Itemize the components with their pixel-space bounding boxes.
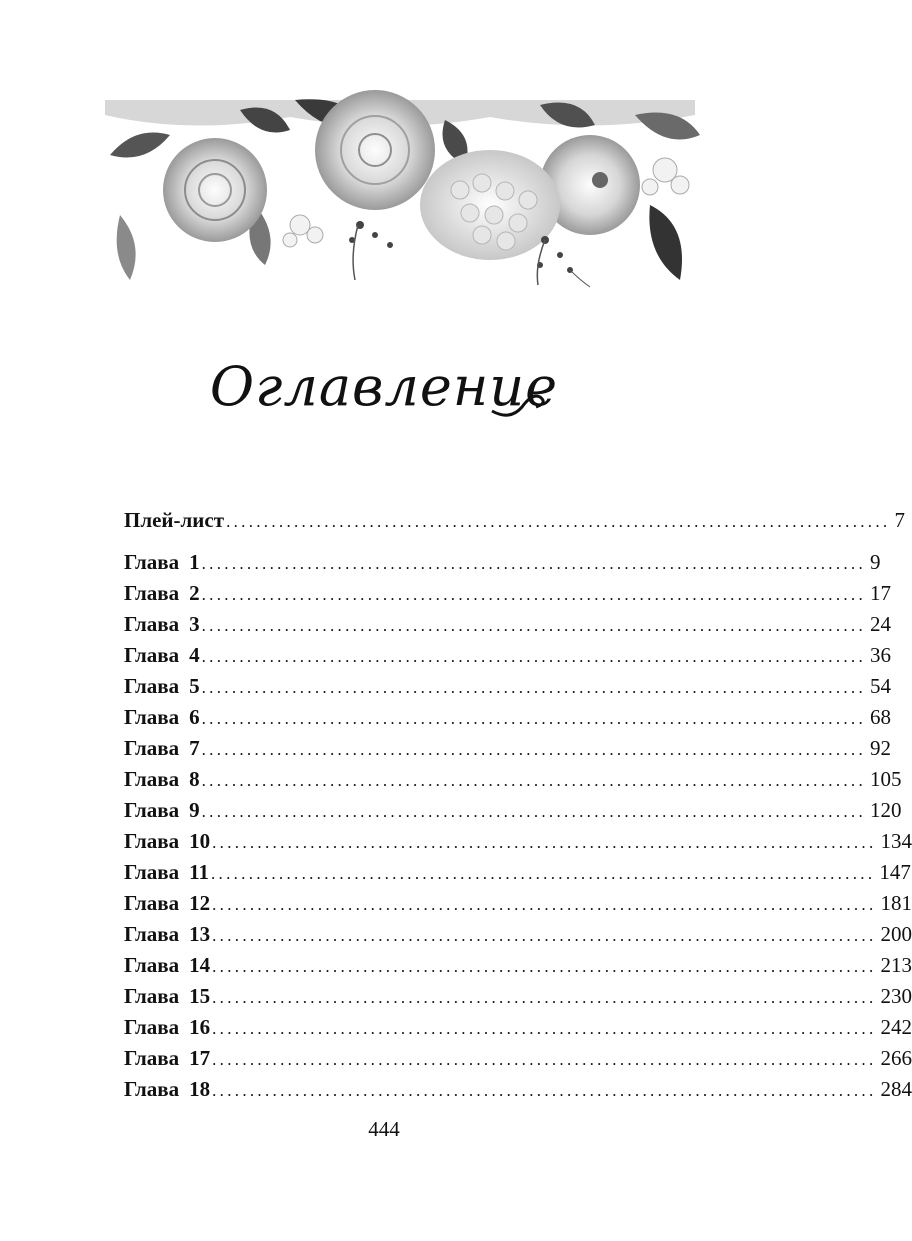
toc-row-label: Глава (124, 612, 180, 636)
toc-row-chapter-number: 8 (189, 767, 200, 791)
toc-row-chapter-number: 3 (189, 612, 200, 636)
toc-row-page: 147 (879, 860, 911, 884)
heading-flourish (492, 383, 548, 423)
toc-row-label: Глава (124, 767, 180, 791)
toc-row-chapter[interactable] (124, 609, 892, 640)
toc-row-page: 68 (870, 705, 892, 729)
toc-row-chapter-number: 16 (189, 1015, 211, 1039)
toc-row-page: 230 (880, 984, 912, 1008)
toc-row-chapter[interactable] (124, 671, 892, 702)
toc-row-chapter-number: 11 (189, 860, 209, 884)
toc-row-page: 266 (880, 1046, 912, 1070)
toc-row-label: Глава (124, 581, 180, 605)
toc-row-chapter[interactable] (124, 857, 911, 888)
toc-row-chapter-number: 1 (189, 550, 200, 574)
toc-row-chapter-number: 2 (189, 581, 200, 605)
toc-leader-dots: ........................................................................................ (201, 709, 867, 728)
toc-leader-dots: ........................................................................................ (201, 616, 867, 635)
toc-row-chapter[interactable] (124, 950, 912, 981)
toc-row-chapter[interactable] (124, 795, 902, 826)
toc-row-page: 284 (880, 1077, 912, 1101)
toc-row-chapter[interactable] (124, 547, 881, 578)
toc-row-chapter[interactable] (124, 1074, 912, 1105)
toc-leader-dots: ........................................................................................ (212, 1081, 877, 1100)
toc-row-chapter-number: 18 (189, 1077, 211, 1101)
toc-leader-dots: ........................................................................................ (226, 512, 891, 531)
toc-row-page: 36 (870, 643, 892, 667)
toc-row-chapter-number: 7 (189, 736, 200, 760)
toc-row-page: 134 (880, 829, 912, 853)
toc-playlist (124, 505, 905, 536)
toc-row-page: 105 (870, 767, 902, 791)
toc-row-chapter[interactable] (124, 733, 892, 764)
toc-leader-dots: ........................................................................................ (201, 740, 867, 759)
toc-row-label: Глава (124, 984, 180, 1008)
toc-row-chapter[interactable] (124, 888, 912, 919)
toc-row-page: 54 (870, 674, 892, 698)
toc-leader-dots: ........................................................................................ (201, 647, 867, 666)
toc-row-label: Глава (124, 953, 180, 977)
toc-row-chapter-number: 4 (189, 643, 200, 667)
toc-row-label: Глава (124, 643, 180, 667)
toc-row-chapter-number: 12 (189, 891, 211, 915)
toc-row-label: Глава (124, 550, 180, 574)
toc-row-label: Глава (124, 736, 180, 760)
toc-leader-dots: ........................................................................................ (201, 585, 867, 604)
toc-row-chapter-number: 14 (189, 953, 211, 977)
toc-leader-dots: ........................................................................................ (212, 926, 877, 945)
toc-row-chapter-number: 17 (189, 1046, 211, 1070)
toc-row-chapter-number: 9 (189, 798, 200, 822)
toc-row-label: Глава (124, 829, 180, 853)
toc-row-label: Глава (124, 1015, 180, 1039)
toc-row-chapter[interactable] (124, 764, 902, 795)
toc-row-label: Глава (124, 922, 180, 946)
toc-row-page: 9 (870, 550, 881, 574)
toc-row-page: 92 (870, 736, 892, 760)
toc-row-chapter-number: 10 (189, 829, 211, 853)
toc-row-label: Глава (124, 674, 180, 698)
toc-row-label: Глава (124, 860, 180, 884)
toc-heading-text: Оглавление (209, 355, 559, 418)
toc-row-label: Глава (124, 891, 180, 915)
toc-row-page: 181 (880, 891, 912, 915)
toc-row-chapter[interactable] (124, 702, 892, 733)
toc-row-label: Глава (124, 705, 180, 729)
toc-row-label: Плей-лист (124, 508, 225, 532)
toc-row-chapter[interactable] (124, 640, 892, 671)
toc-row-chapter-number: 6 (189, 705, 200, 729)
toc-row-page: 7 (894, 508, 905, 532)
floral-garland-illustration (90, 95, 710, 290)
toc-row-chapter-number: 13 (189, 922, 211, 946)
toc-row-label: Глава (124, 1046, 180, 1070)
toc-leader-dots: ........................................................................................ (212, 957, 877, 976)
toc-leader-dots: ........................................................................................ (212, 1019, 877, 1038)
toc-row-chapter[interactable] (124, 826, 912, 857)
toc-chapter-list (124, 547, 912, 1105)
toc-leader-dots: ........................................................................................ (212, 1050, 877, 1069)
toc-row-page: 24 (870, 612, 892, 636)
toc-leader-dots: ........................................................................................ (201, 802, 867, 821)
toc-leader-dots: ........................................................................................ (212, 988, 877, 1007)
toc-row-label: Глава (124, 798, 180, 822)
toc-row-label: Глава (124, 1077, 180, 1101)
toc-row-chapter-number: 15 (189, 984, 211, 1008)
page-number: 444 (368, 1117, 400, 1141)
toc-row-chapter[interactable] (124, 919, 912, 950)
toc-row-page: 213 (880, 953, 912, 977)
toc-leader-dots: ........................................................................................ (210, 864, 876, 883)
toc-row-chapter[interactable] (124, 578, 892, 609)
toc-row-page: 17 (870, 581, 892, 605)
toc-row-chapter[interactable] (124, 981, 912, 1012)
toc-leader-dots: ........................................................................................ (201, 771, 867, 790)
toc-leader-dots: ........................................................................................ (201, 678, 867, 697)
toc-row-playlist[interactable] (124, 505, 905, 536)
toc-row-chapter[interactable] (124, 1012, 912, 1043)
toc-row-chapter-number: 5 (189, 674, 200, 698)
toc-row-page: 200 (880, 922, 912, 946)
toc-row-chapter[interactable] (124, 1043, 912, 1074)
toc-row-page: 242 (880, 1015, 912, 1039)
toc-leader-dots: ........................................................................................ (201, 554, 867, 573)
toc-heading (0, 355, 768, 418)
toc-leader-dots: ........................................................................................ (212, 895, 877, 914)
toc-row-page: 120 (870, 798, 902, 822)
toc-leader-dots: ........................................................................................ (212, 833, 877, 852)
